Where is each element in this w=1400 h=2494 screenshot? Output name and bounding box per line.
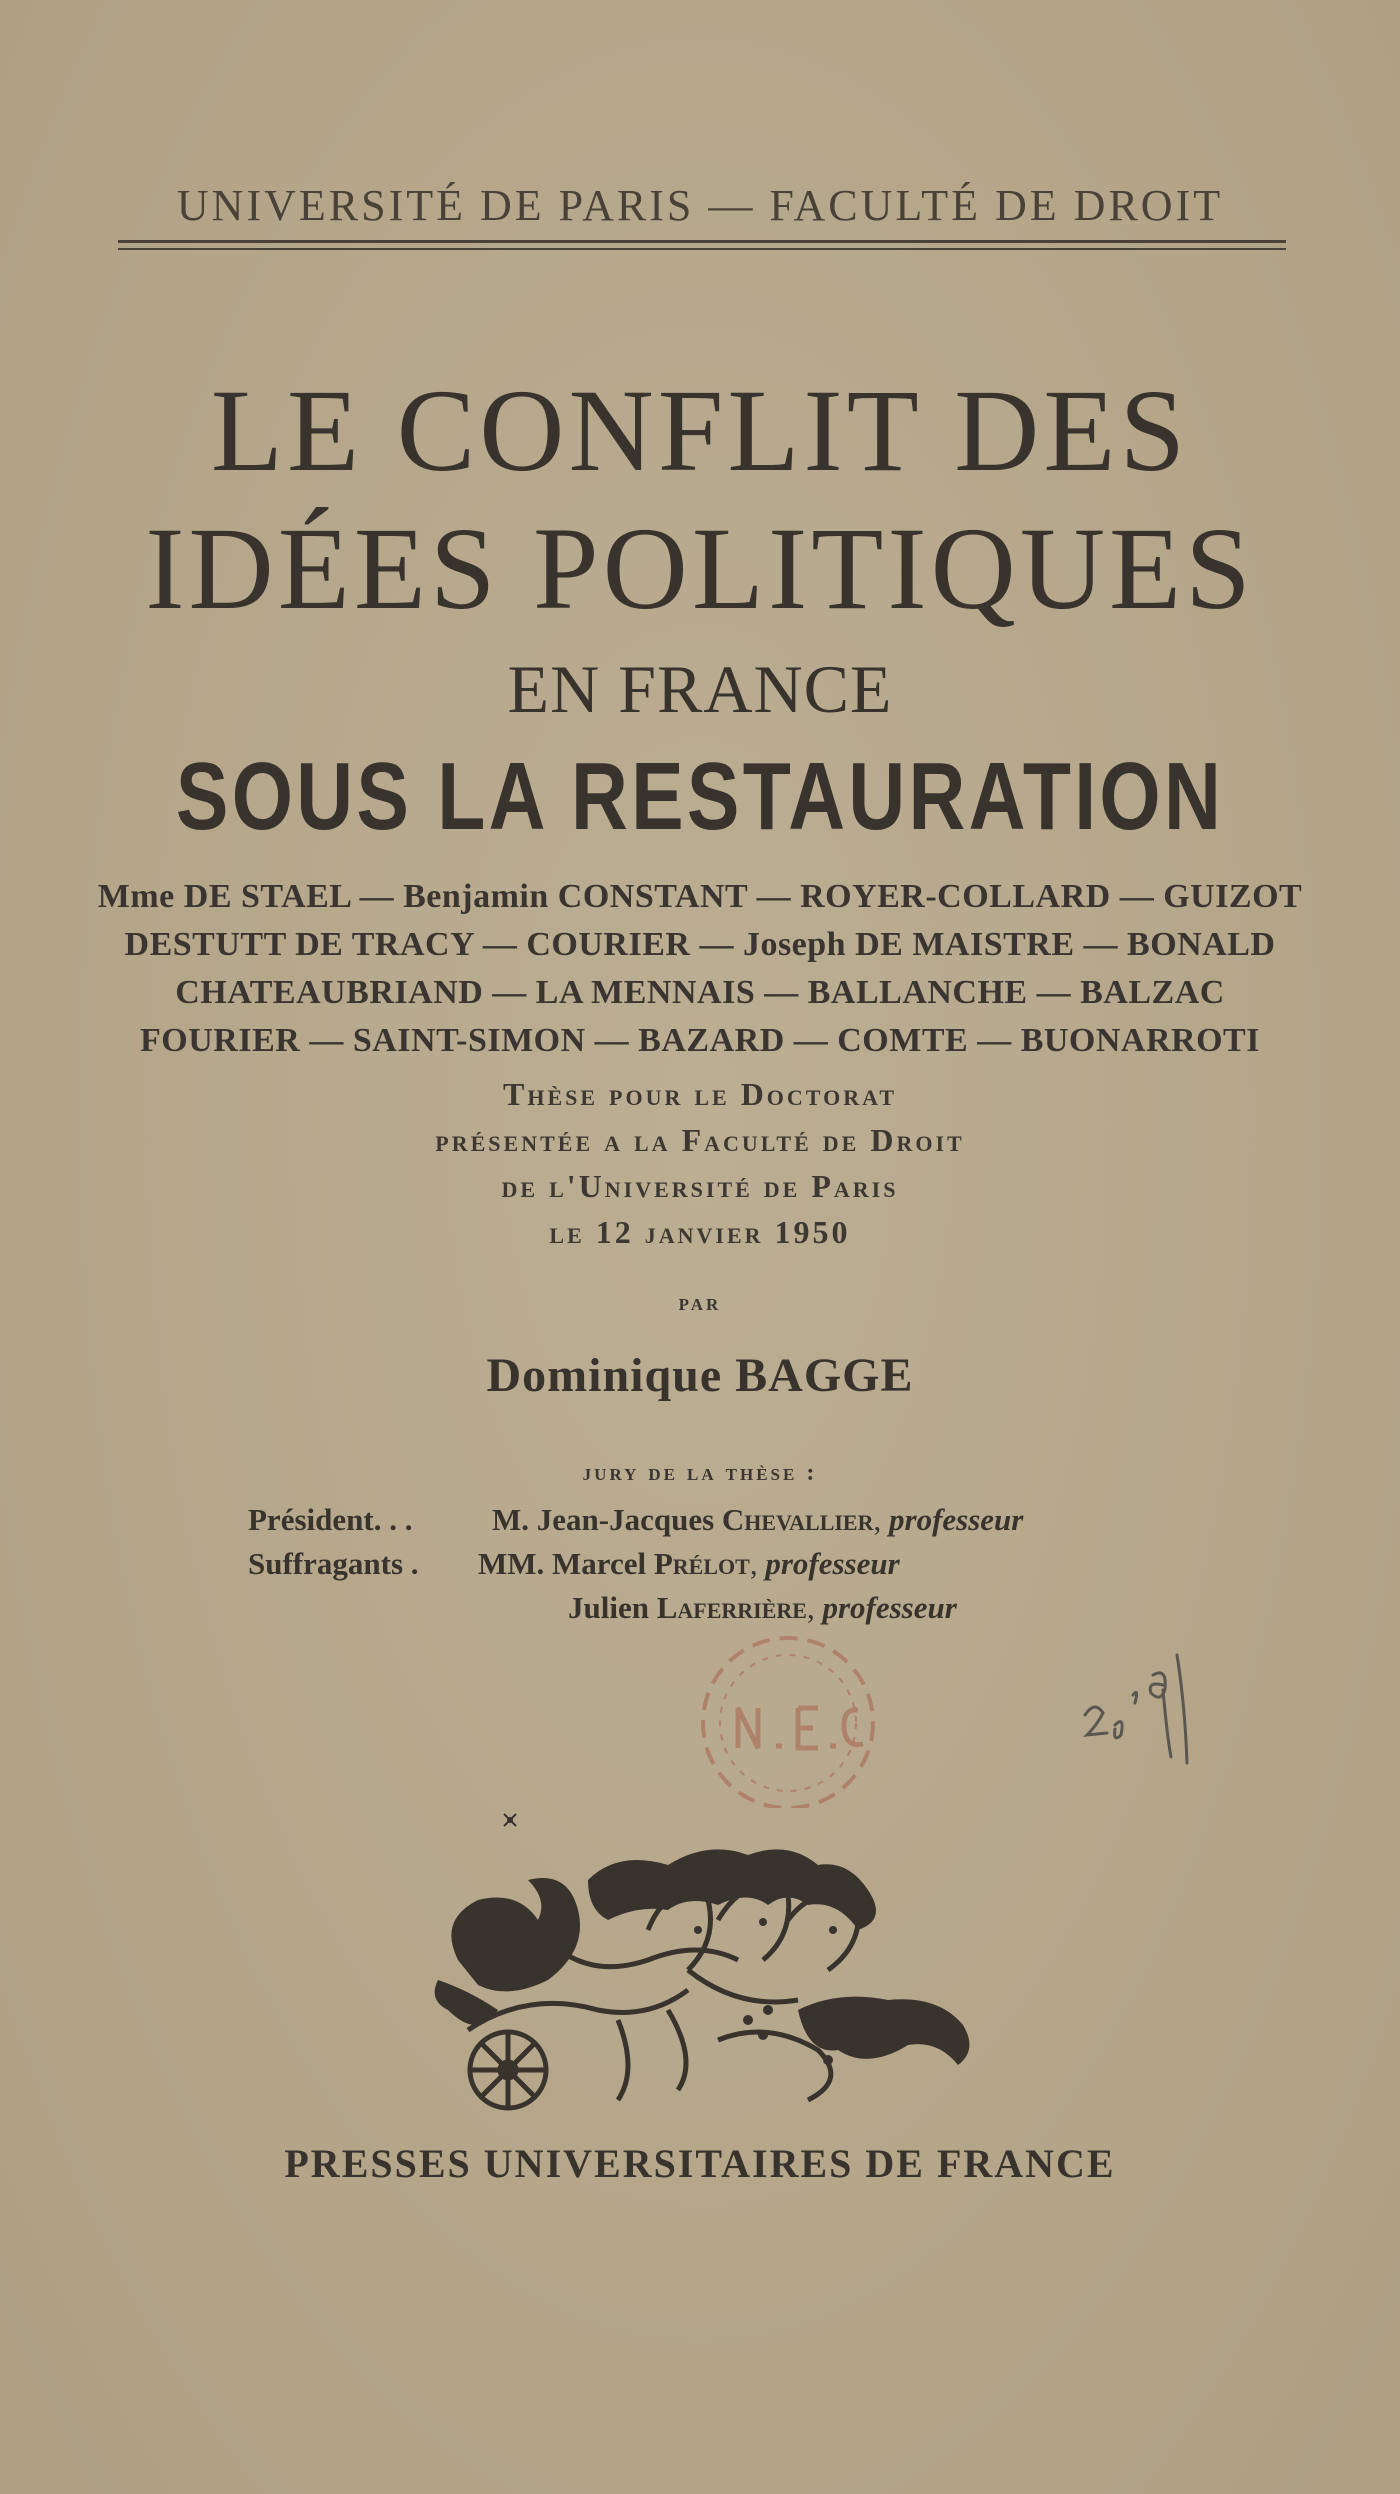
thesis-line-2: présentée a la Faculté de Droit (435, 1122, 965, 1158)
suffragant2-rank: professeur (822, 1590, 957, 1625)
title-line-3: EN FRANCE (507, 651, 893, 727)
title-line-4: SOUS LA RESTAURATION (175, 743, 1225, 850)
president-rank: professeur (889, 1502, 1024, 1537)
jury-heading: jury de la thèse : (582, 1460, 818, 1486)
thesis-date: le 12 janvier 1950 (549, 1214, 851, 1250)
author-name: Dominique BAGGE (486, 1349, 914, 1402)
suffragant2-title: Julien (568, 1590, 649, 1625)
thesis-line-1: Thèse pour le Doctorat (502, 1076, 898, 1112)
publisher-name: PRESSES UNIVERSITAIRES DE FRANCE (284, 2141, 1116, 2186)
suffragant1-surname: Prélot (653, 1546, 750, 1581)
suffragant1-title: MM. Marcel (478, 1546, 647, 1581)
president-title: M. Jean-Jacques (492, 1502, 715, 1537)
title-line-1: LE CONFLIT DES (210, 365, 1190, 496)
header-rule-thin (118, 248, 1286, 250)
suffragant1-rank: professeur (765, 1546, 900, 1581)
president-surname: Chevallier (721, 1502, 874, 1537)
suffragants-role: Suffragants . (248, 1546, 419, 1581)
jury-president-row: Président. . . M. Jean-Jacques Chevallier, professeur (248, 1502, 1024, 1537)
title-line-2: IDÉES POLITIQUES (145, 503, 1255, 634)
library-stamp-icon (658, 1628, 918, 1808)
jury-suffragants-row: Suffragants . MM. Marcel Prélot, professeur (248, 1546, 900, 1581)
par-label: par (678, 1290, 722, 1316)
names-line-4: FOURIER — SAINT-SIMON — BAZARD — COMTE — BUONARROTI (140, 1022, 1260, 1059)
institution-header: UNIVERSITÉ DE PARIS — FACULTÉ DE DROIT (176, 181, 1224, 230)
chariot-vignette-icon (418, 1810, 1018, 2140)
suffragant2-surname: Laferrière (656, 1590, 807, 1625)
president-role: Président. . . (248, 1502, 413, 1537)
header-rule-thick (118, 240, 1286, 243)
names-line-1: Mme DE STAEL — Benjamin CONSTANT — ROYER-COLLARD — GUIZOT (97, 878, 1303, 915)
names-line-2: DESTUTT DE TRACY — COURIER — Joseph DE MAISTRE — BONALD (124, 926, 1276, 963)
handwritten-mark-icon (1075, 1645, 1215, 1775)
thesis-line-3: de l'Université de Paris (501, 1168, 899, 1204)
names-line-3: CHATEAUBRIAND — LA MENNAIS — BALLANCHE — BALZAC (175, 974, 1225, 1011)
jury-suffragant2-row: Julien Laferrière, professeur (568, 1590, 957, 1625)
